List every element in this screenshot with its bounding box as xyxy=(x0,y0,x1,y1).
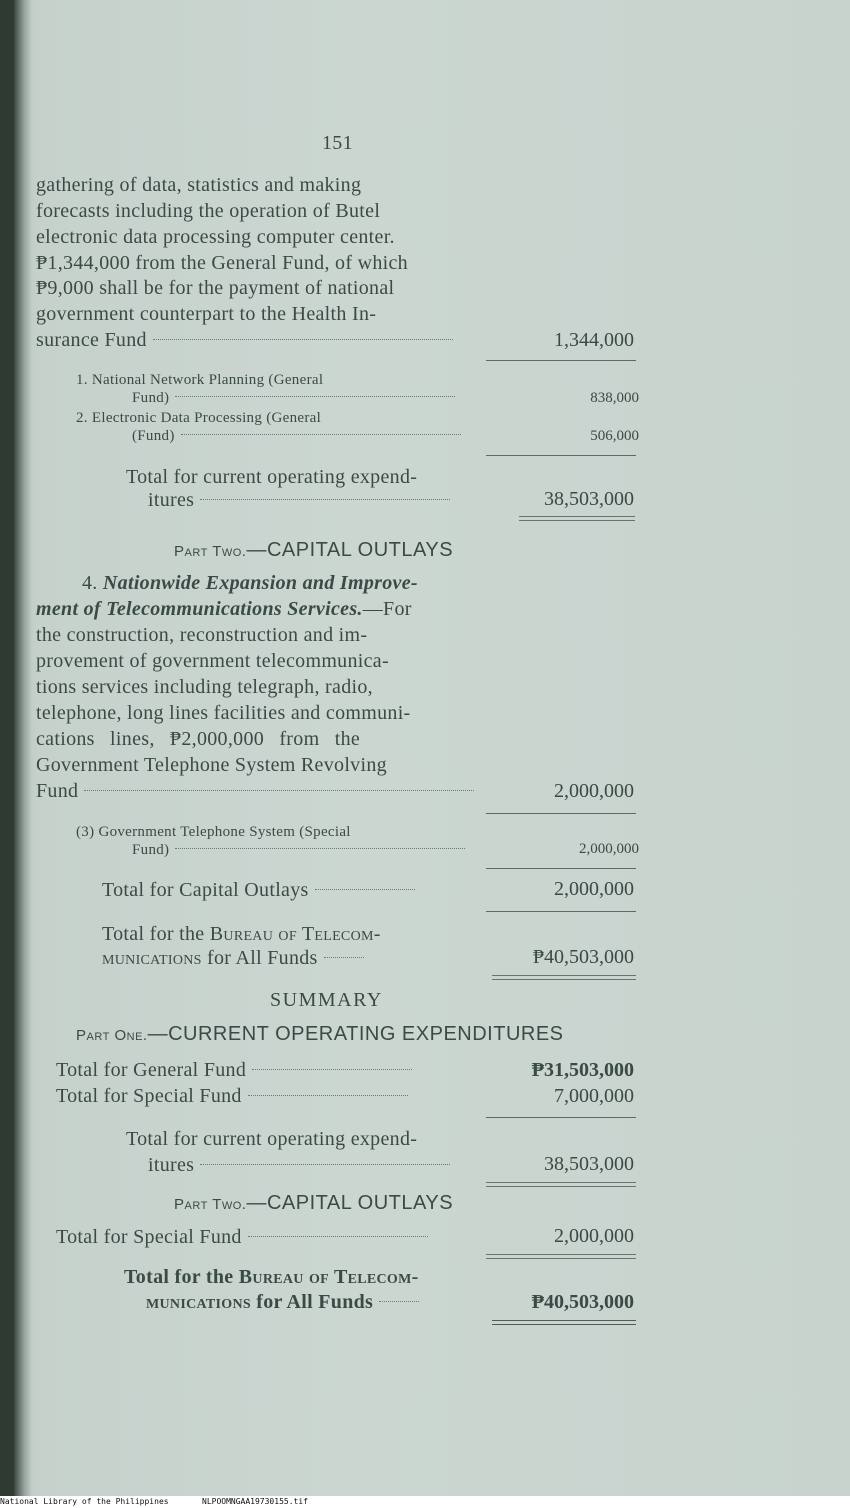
item3-line-2: forecasts including the operation of Butel xyxy=(36,200,381,222)
scan-footer xyxy=(0,1496,850,1508)
total-current-line-1: Total for current operating expend- xyxy=(126,466,418,488)
item4-breakdown-line-2-text: Fund) xyxy=(132,842,170,858)
item3-line-6: government counterpart to the Health In- xyxy=(36,303,377,325)
item3-line-1: gathering of data, statistics and making xyxy=(36,174,362,196)
breakdown-1-amount: 838,000 xyxy=(590,390,639,406)
rule xyxy=(486,813,636,814)
rule xyxy=(486,360,636,361)
summary-general-amount: ₱31,503,000 xyxy=(531,1059,634,1081)
item4-line-8: Government Telephone System Revolving xyxy=(36,754,387,776)
summary-total-bureau-line-1b: Bureau of Telecom- xyxy=(238,1266,419,1288)
item3-amount: 1,344,000 xyxy=(554,329,634,351)
summary-total-bureau-line-2b: for All Funds xyxy=(250,1291,374,1313)
item4-breakdown-line-1: (3) Government Telephone System (Special xyxy=(76,824,351,840)
leader-dots xyxy=(324,957,364,958)
breakdown-1-line-2 xyxy=(132,389,455,407)
summary-total-bureau-line-1a: Total for the xyxy=(124,1266,239,1288)
part-two-heading xyxy=(174,537,453,565)
total-bureau-line-2b: for All Funds xyxy=(201,947,318,969)
summary-special-2-label: Total for Special Fund xyxy=(56,1226,242,1248)
double-rule xyxy=(486,1254,636,1259)
item4-title-2-after: —For xyxy=(362,598,412,620)
leader-dots xyxy=(153,339,453,340)
total-bureau-line-2a: munications xyxy=(102,947,202,969)
item3-line-3: electronic data processing computer center. xyxy=(36,226,395,248)
summary-part-one-rest: —CURRENT OPERATING EXPENDITURES xyxy=(147,1023,564,1045)
leader-dots xyxy=(175,396,455,397)
double-rule xyxy=(492,975,636,980)
summary-part-two-rest: —CAPITAL OUTLAYS xyxy=(246,1192,454,1214)
document-page xyxy=(14,0,850,1496)
item4-line-1 xyxy=(82,570,418,596)
item4-line-7: cations lines, ₱2,000,000 from the xyxy=(36,728,361,750)
item3-line-4: ₱1,344,000 from the General Fund, of which xyxy=(36,252,408,274)
footer-source: National Library of the Philippines xyxy=(0,1497,169,1506)
item3-line-7 xyxy=(36,327,453,353)
summary-total-bureau-line-2 xyxy=(146,1289,419,1315)
summary-special-label: Total for Special Fund xyxy=(56,1085,242,1107)
breakdown-2-line-1: 2. Electronic Data Processing (General xyxy=(76,410,322,426)
binding-shadow xyxy=(14,0,32,1496)
summary-total-current-line-2-text: itures xyxy=(148,1154,195,1176)
rule xyxy=(486,1117,636,1118)
summary-total-bureau-line-2a: munications xyxy=(146,1291,251,1313)
double-rule xyxy=(486,1182,636,1187)
leader-dots xyxy=(84,790,474,791)
total-bureau-line-1b: Bureau of Telecom- xyxy=(209,923,381,945)
item4-line-5: tions services including telegraph, radio, xyxy=(36,676,373,698)
double-rule xyxy=(492,1320,636,1325)
breakdown-2-line-2 xyxy=(132,427,461,445)
item4-line-6: telephone, long lines facilities and communi- xyxy=(36,702,411,724)
rule xyxy=(486,455,636,456)
total-current-line-2 xyxy=(148,487,450,513)
part-two-rest: —CAPITAL OUTLAYS xyxy=(246,539,454,561)
summary-heading: SUMMARY xyxy=(270,989,383,1011)
footer-filename: NLPOOMNGAA19730155.tif xyxy=(202,1497,308,1506)
breakdown-2-line-2-text: (Fund) xyxy=(132,428,175,444)
leader-dots xyxy=(200,499,450,500)
rule xyxy=(486,911,636,912)
leader-dots xyxy=(175,848,465,849)
part-two-prefix: Part Two. xyxy=(174,543,247,560)
total-bureau-line-1a: Total for the xyxy=(102,923,210,945)
leader-dots xyxy=(315,889,415,890)
summary-special-fund-2 xyxy=(56,1224,428,1250)
total-bureau-amount: ₱40,503,000 xyxy=(532,946,634,968)
item4-title-2: ment of Telecommunications Services. xyxy=(36,598,363,620)
summary-part-one-prefix: Part One. xyxy=(76,1027,148,1044)
item4-line-9 xyxy=(36,778,474,804)
summary-general-fund xyxy=(56,1057,412,1083)
item4-breakdown-amount: 2,000,000 xyxy=(579,841,639,857)
leader-dots xyxy=(248,1236,428,1237)
breakdown-1-line-1: 1. National Network Planning (General xyxy=(76,372,324,388)
total-capital-amount: 2,000,000 xyxy=(554,878,634,900)
item4-line-9-text: Fund xyxy=(36,780,79,802)
total-bureau-line-2 xyxy=(102,945,364,971)
breakdown-1-line-2-text: Fund) xyxy=(132,390,170,406)
total-capital-label: Total for Capital Outlays xyxy=(102,879,309,901)
total-bureau-line-1 xyxy=(102,921,381,947)
summary-total-current-line-2 xyxy=(148,1152,450,1178)
summary-part-one-heading xyxy=(76,1021,564,1049)
summary-special-2-amount: 2,000,000 xyxy=(554,1225,634,1247)
item4-amount: 2,000,000 xyxy=(554,780,634,802)
total-current-line-2-text: itures xyxy=(148,489,195,511)
summary-total-bureau-line-1 xyxy=(124,1264,419,1290)
leader-dots xyxy=(379,1301,419,1302)
page-number: 151 xyxy=(322,132,353,154)
leader-dots xyxy=(181,434,461,435)
item4-line-2 xyxy=(36,596,412,622)
item4-breakdown-line-2 xyxy=(132,841,465,859)
summary-special-amount: 7,000,000 xyxy=(554,1085,634,1107)
item3-line-7-text: surance Fund xyxy=(36,329,147,351)
item4-line-4: provement of government telecommunica- xyxy=(36,650,389,672)
summary-part-two-prefix: Part Two. xyxy=(174,1196,247,1213)
leader-dots xyxy=(200,1164,450,1165)
summary-special-fund xyxy=(56,1083,408,1109)
total-capital xyxy=(102,877,415,903)
leader-dots xyxy=(248,1095,408,1096)
leader-dots xyxy=(252,1069,412,1070)
summary-general-label: Total for General Fund xyxy=(56,1059,247,1081)
summary-total-current-line-1: Total for current operating expend- xyxy=(126,1128,418,1150)
summary-total-bureau-amount: ₱40,503,000 xyxy=(531,1291,634,1313)
total-current-amount: 38,503,000 xyxy=(544,488,634,510)
rule xyxy=(486,868,636,869)
breakdown-2-amount: 506,000 xyxy=(590,428,639,444)
item3-line-5: ₱9,000 shall be for the payment of national xyxy=(36,277,395,299)
summary-total-current-amount: 38,503,000 xyxy=(544,1153,634,1175)
item4-title-1: Nationwide Expansion and Improve- xyxy=(102,572,418,594)
summary-part-two-heading xyxy=(174,1190,453,1218)
double-rule xyxy=(519,516,635,521)
item4-number: 4. xyxy=(82,572,98,594)
item4-line-3: the construction, reconstruction and im- xyxy=(36,624,368,646)
